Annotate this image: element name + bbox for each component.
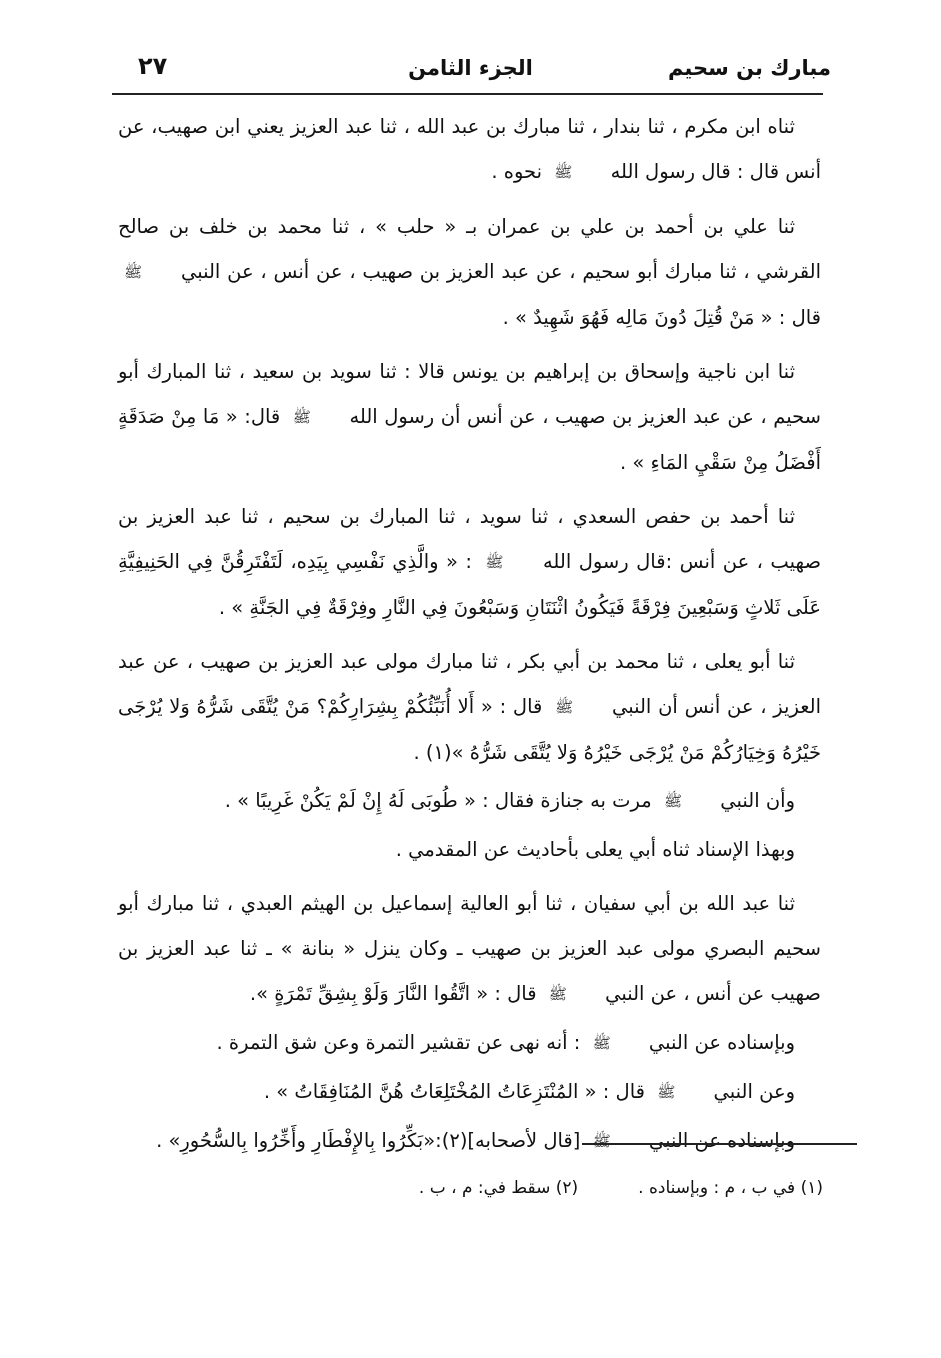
paragraph-text: وعن النبي <box>713 1080 795 1103</box>
page-number: ٢٧ <box>138 52 168 80</box>
paragraph-text: وبإسناده عن النبي <box>648 1031 795 1054</box>
paragraph-text: قال: « مَا مِنْ صَدَقَةٍ أَفْضَلُ مِنْ سَقْيِ المَاءِ » . <box>118 405 821 474</box>
paragraph-7 <box>118 827 821 872</box>
paragraph-8 <box>118 881 821 1017</box>
salutation-glyph: ﷺ <box>657 1083 676 1101</box>
paragraph-text: قال : « مَنْ قُتِلَ دُونَ مَالِه فَهُوَ شَهِيدٌ » . <box>502 306 821 329</box>
salutation-glyph: ﷺ <box>292 408 311 426</box>
footnote-rule <box>582 1143 857 1145</box>
paragraph-1 <box>118 104 821 195</box>
paragraph-text: : أنه نهى عن تقشير التمرة وعن شق التمرة . <box>216 1031 581 1054</box>
paragraph-text: [قال لأصحابه](٢):«بَكِّرُوا بِالإِفْطَارِ وأَخِّرُوا بِالسُّحُورِ» . <box>156 1129 581 1152</box>
main-text <box>118 104 821 1167</box>
paragraph-6 <box>118 778 821 824</box>
paragraph-text: ثنا أحمد بن حفص السعدي ، ثنا سويد ، ثنا المبارك بن سحيم ، ثنا عبد العزيز بن صهيب ، عن أنس :قال رسول الله <box>118 505 822 573</box>
salutation-glyph: ﷺ <box>555 698 574 716</box>
salutation-glyph: ﷺ <box>592 1034 611 1052</box>
salutation-glyph: ﷺ <box>485 553 504 571</box>
footnotes <box>300 1178 823 1198</box>
paragraph-text: ثناه ابن مكرم ، ثنا بندار ، ثنا مبارك بن عبد الله ، ثنا عبد العزيز يعني ابن صهيب، عن أنس قال : قال رسول الله <box>118 115 821 183</box>
paragraph-2 <box>118 204 821 340</box>
salutation-glyph: ﷺ <box>124 263 143 281</box>
paragraph-text: ثنا أبو يعلى ، ثنا محمد بن أبي بكر ، ثنا مبارك مولى عبد العزيز بن صهيب ، عن عبد العزيز ، عن أنس أن النبي <box>118 650 821 718</box>
footnote-2: (٢) سقط في: م ، ب . <box>418 1178 579 1198</box>
salutation-glyph: ﷺ <box>592 1132 611 1150</box>
paragraph-text: : « والَّذِي نَفْسِي بِيَدِه، لَتَفْتَرِقُنَّ فِي الحَنِيفِيَّةِ عَلَى ثَلاثٍ وَسَبْعِينَ فِرْقَةً فَيَكُونُ اثْنَتَانِ وَسَبْعُونَ فِي النَّارِ وفِرْقَةٌ فِي الجَنَّةِ » . <box>118 550 821 619</box>
paragraph-text: قال : « المُنْتَزِعَاتُ المُخْتَلِعَاتُ هُنَّ المُنَافِقَاتُ » . <box>263 1080 645 1103</box>
running-head-part: الجزء الثامن <box>408 56 533 80</box>
paragraph-text: ثنا عبد الله بن أبي سفيان ، ثنا أبو العالية إسماعيل بن الهيثم العبدي ، ثنا مبارك أبو سحيم البصري مولى عبد العزيز بن صهيب ـ وكان ينزل « بنانة » ـ ثنا عبد العزيز بن صهيب عن أنس ، عن النبي <box>118 892 821 1005</box>
paragraph-text: ثنا ابن ناجية وإسحاق بن إبراهيم بن يونس قالا : ثنا سويد بن سعيد ، ثنا المبارك أبو سحيم ، عن عبد العزيز بن صهيب ، عن أنس أن رسول الله <box>118 360 822 428</box>
paragraph-3 <box>118 349 821 485</box>
paragraph-10 <box>118 1069 821 1115</box>
salutation-glyph: ﷺ <box>548 985 567 1003</box>
footnote-1: (١) في ب ، م : وبإسناده . <box>638 1178 823 1198</box>
paragraph-text: وبإسناده عن النبي <box>648 1129 795 1152</box>
salutation-glyph: ﷺ <box>663 792 683 810</box>
paragraph-text: قال : « اتَّقُوا النَّارَ وَلَوْ بِشِقِّ تَمْرَةٍ ». <box>249 982 537 1005</box>
paragraph-text: قال : « أَلا أُنَبِّئُكُمْ بِشِرَارِكُمْ؟ مَنْ يُتَّقَى شَرُّهُ وَلا يُرْجَى خَيْرُهُ وَخِيَارُكُمْ مَنْ يُرْجَى خَيْرُهُ وَلا يُتَّقَى شَرُّهُ »(١) . <box>118 695 821 764</box>
header-rule <box>112 93 823 95</box>
salutation-glyph: ﷺ <box>554 163 573 181</box>
page-header <box>110 50 831 90</box>
paragraph-4 <box>118 494 821 630</box>
paragraph-9 <box>118 1020 821 1066</box>
running-head-chapter: مبارك بن سحيم <box>667 56 831 80</box>
paragraph-5 <box>118 639 821 775</box>
paragraph-11 <box>118 1118 821 1164</box>
paragraph-text: وبهذا الإسناد ثناه أبي يعلى بأحاديث عن المقدمي . <box>395 838 795 861</box>
paragraph-text: مرت به جنازة فقال : « طُوبَى لَهُ إِنْ لَمْ يَكُنْ غَرِيبًا » . <box>224 789 652 812</box>
paragraph-text: نحوه . <box>491 160 543 183</box>
paragraph-text: ثنا علي بن أحمد بن علي بن عمران بـ « حلب » ، ثنا محمد بن خلف بن صالح القرشي ، ثنا مبارك أبو سحيم ، عن عبد العزيز بن صهيب ، عن أنس ، عن النبي <box>118 215 821 283</box>
paragraph-text: وأن النبي <box>720 789 795 812</box>
